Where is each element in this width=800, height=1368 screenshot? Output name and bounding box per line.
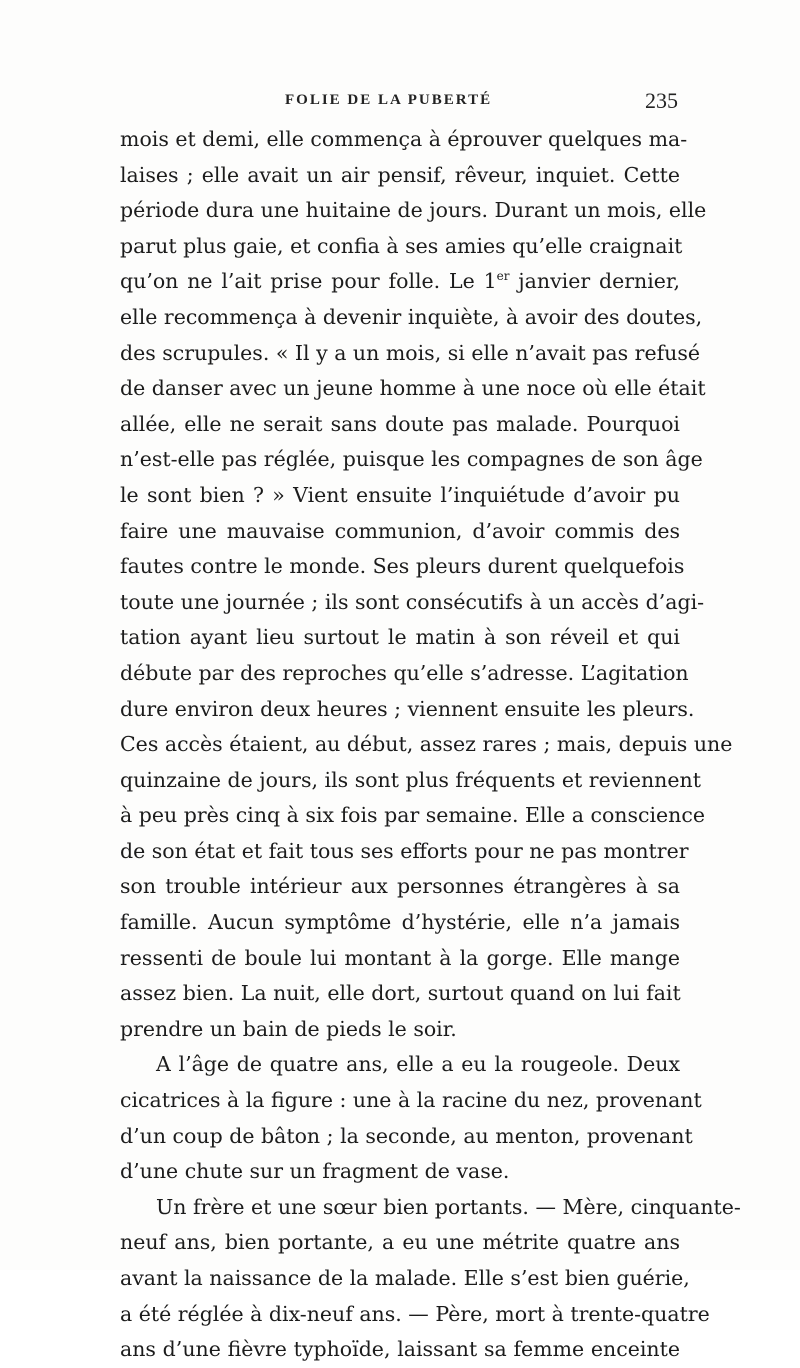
text-line: dure environ deux heures ; viennent ensuite les pleurs. xyxy=(120,696,695,721)
text-line: période dura une huitaine de jours. Durant un mois, elle xyxy=(120,198,707,223)
text-line: laises ; elle avait un air pensif, rêveur, inquiet. Cette xyxy=(120,162,680,187)
text-line: cicatrices à la figure : une à la racine du nez, provenant xyxy=(120,1088,702,1113)
text-line: A l’âge de quatre ans, elle a eu la rougeole. Deux xyxy=(156,1052,680,1077)
text-line: n’est-elle pas réglée, puisque les compagnes de son âge xyxy=(120,447,703,472)
text-line: prendre un bain de pieds le soir. xyxy=(120,1016,457,1041)
text-line: Un frère et une sœur bien portants. — Mère, cinquante- xyxy=(156,1194,741,1219)
page-header xyxy=(120,88,680,118)
text-line: mois et demi, elle commença à éprouver quelques ma- xyxy=(120,127,688,151)
text-line: famille. Aucun symptôme d’hystérie, elle n’a jamais xyxy=(120,910,680,935)
text-line: qu’on ne l’ait prise pour folle. Le 1er janvier dernier, xyxy=(120,269,680,294)
text-line: a été réglée à dix-neuf ans. — Père, mort à trente-quatre xyxy=(120,1301,710,1326)
text-line: débute par des reproches qu’elle s’adresse. L’agitation xyxy=(120,660,689,685)
text-line: tation ayant lieu surtout le matin à son réveil et qui xyxy=(120,625,680,650)
text-line: avant la naissance de la malade. Elle s’est bien guérie, xyxy=(120,1266,690,1290)
text-line: fautes contre le monde. Ses pleurs durent quelquefois xyxy=(120,554,685,579)
text-line: assez bien. La nuit, elle dort, surtout quand on lui fait xyxy=(120,981,681,1006)
text-line: toute une journée ; ils sont consécutifs à un accès d’agi- xyxy=(120,589,705,614)
text-line: son trouble intérieur aux personnes étrangères à sa xyxy=(120,874,680,899)
text-line: elle recommença à devenir inquiète, à avoir des doutes, xyxy=(120,304,703,329)
running-title: FOLIE DE LA PUBERTÉ xyxy=(285,92,493,108)
body-text xyxy=(120,122,741,1368)
text-line: de son état et fait tous ses efforts pour ne pas montrer xyxy=(120,838,689,863)
text-line: à peu près cinq à six fois par semaine. Elle a conscience xyxy=(120,803,705,828)
text-line: quinzaine de jours, ils sont plus fréquents et reviennent xyxy=(120,767,701,792)
text-line: d’une chute sur un fragment de vase. xyxy=(120,1159,510,1184)
text-line: des scrupules. « Il y a un mois, si elle n’avait pas refusé xyxy=(120,340,701,365)
text-line: le sont bien ? » Vient ensuite l’inquiétude d’avoir pu xyxy=(120,482,680,507)
text-line: parut plus gaie, et confia à ses amies qu’elle craignait xyxy=(120,233,683,258)
text-line: ressenti de boule lui montant à la gorge. Elle mange xyxy=(120,945,680,970)
text-line: allée, elle ne serait sans doute pas malade. Pourquoi xyxy=(120,411,680,436)
text-line: de danser avec un jeune homme à une noce où elle était xyxy=(120,376,706,401)
text-line: neuf ans, bien portante, a eu une métrite quatre ans xyxy=(120,1230,680,1255)
page-number: 235 xyxy=(645,88,678,113)
text-line: ans d’une fièvre typhoïde, laissant sa femme enceinte xyxy=(120,1337,680,1362)
text-line: d’un coup de bâton ; la seconde, au menton, provenant xyxy=(120,1123,693,1148)
text-line: Ces accès étaient, au début, assez rares ; mais, depuis une xyxy=(120,732,733,757)
text-line: faire une mauvaise communion, d’avoir commis des xyxy=(120,518,680,543)
